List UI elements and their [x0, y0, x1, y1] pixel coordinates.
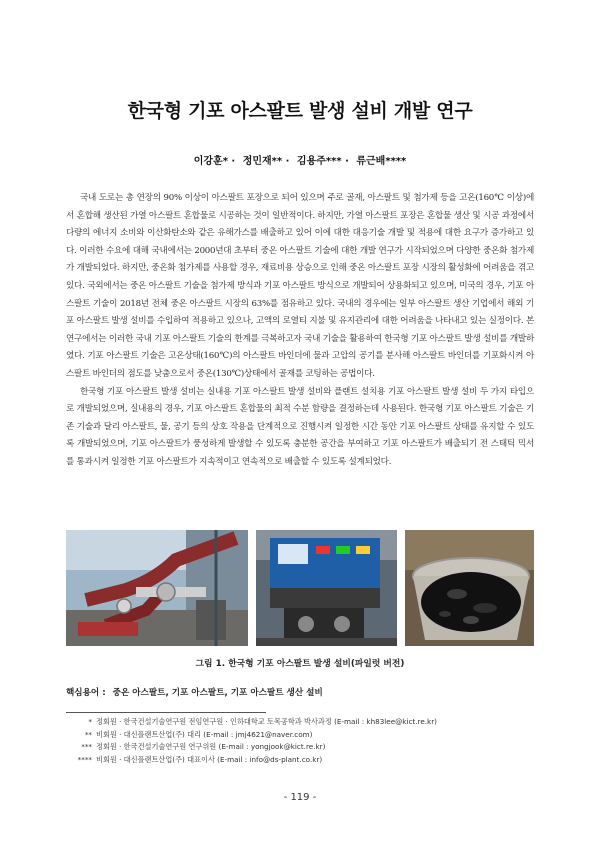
page-number: - 119 - [283, 792, 317, 803]
footnotes [66, 716, 534, 766]
footnote-mark: *** [81, 742, 92, 751]
footnote-mark: * [88, 717, 92, 726]
footnote-text: 정회원 · 한국건설기술연구원 전임연구원 · 인하대학교 토목공학과 박사과정 (E-mail : kh83lee@kict.re.kr) [96, 717, 437, 726]
keywords-text: 중온 아스팔트, 기포 아스팔트, 기포 아스팔트 생산 설비 [112, 688, 323, 698]
figure-1 [66, 530, 534, 646]
figure-photo-control-unit [256, 530, 397, 646]
abstract-paragraph-1: 국내 도로는 총 연장의 90% 이상이 아스팔트 포장으로 되어 있으며 주로 골재, 아스팔트 및 첨가제 등을 고온(160℃ 이상)에서 혼합해 생산된 가열 아스팔트 혼합물로 시공하는 것이 일반적이다. 하지만, 가열 아스팔트 포장은 혼합물 생산 및 시공 과정에서 다량의 에너지 소비와 이산화탄소와 같은 유해가스를 배출하고 있어 이에 대한 대응기술 개발 및 적용에 대한 요구가 증가하고 있다. 이러한 수요에 대해 국내에서는 2000년대 초부터 중온 아스팔트 기술에 대한 개발 연구가 시작되었으며 다양한 중온화 첨가제가 개발되었다. 하지만, 중온화 첨가제를 사용할 경우, 재료비용 상승으로 인해 중온 아스팔트 포장 시장의 활성화에 어려움을 겪고 있다. 국외에서는 중온 아스팔트 기술을 첨가제 방식과 기포 아스팔트 방식으로 개발되어 상용화되고 있으며, 미국의 경우, 기포 아스팔트 기술이 2018년 전체 중온 아스팔트 시장의 63%를 점유하고 있다. 국내의 경우에는 일부 아스팔트 생산 기업에서 해외 기포 아스팔트 발생 설비를 수입하여 적용하고 있으나, 고액의 로열티 지불 및 유지관리에 대한 어려움을 나타내고 있는 실정이다. 본 연구에서는 이러한 국내 기포 아스팔트 기술의 한계를 극복하고자 국내 기술을 활용하여 한국형 기포 아스팔트 발생 설비를 개발하였다. 기포 아스팔트 기술은 고온상태(160℃)의 아스팔트 바인더에 물과 고압의 공기를 분사해 아스팔트 바인더를 기포화시켜 아스팔트 바인더의 점도를 낮춤으로서 중온(130℃)상태에서 골재를 코팅하는 공법이다. [66, 193, 534, 379]
abstract-body [66, 190, 534, 472]
footnote-text: 비회원 · 대신플랜트산업(주) 대리 (E-mail : jmj4621@naver.com) [96, 729, 313, 739]
footnote-mark: **** [77, 754, 92, 764]
abstract-paragraph-2: 한국형 기포 아스팔트 발생 설비는 실내용 기포 아스팔트 발생 설비와 플랜트 설치용 기포 아스팔트 발생 설비 두 가지 타입으로 개발되었으며, 실내용의 경우, 기포 아스팔트 혼합물의 최적 수분 함량을 결정하는데 사용된다. 한국형 기포 아스팔트 기술은 기존 기술과 달리 아스팔트, 물, 공기 등의 상호 작용을 단계적으로 진행시켜 일정한 시간 동안 기포 아스팔트 상태를 유지할 수 있도록 개발되었으며, 기포 아스팔트가 풍성하게 발생할 수 있도록 충분한 공간을 부여하고 기포 아스팔트가 배출되기 전 스태틱 믹서를 통과시켜 일정한 기포 아스팔트가 지속적이고 연속적으로 배출할 수 있도록 설계되었다. [66, 386, 534, 467]
paper-title: 한국형 기포 아스팔트 발생 설비 개발 연구 [127, 100, 473, 122]
figure-caption: 그림 1. 한국형 기포 아스팔트 발생 설비(파일럿 버전) [195, 659, 405, 669]
footnote-text: 정회원 · 한국건설기술연구원 연구위원 (E-mail : yongjook@kict.re.kr) [96, 742, 326, 751]
keywords [66, 686, 534, 698]
footnote-mark: ** [84, 729, 92, 739]
footnote-1 [66, 716, 534, 729]
author-3: 김용주*** · [296, 156, 349, 167]
footnote-4 [66, 754, 534, 767]
keywords-label: 핵심용어 : [66, 688, 106, 698]
author-list [0, 152, 600, 167]
author-1: 이강훈* · [193, 156, 236, 167]
footnote-divider [66, 712, 266, 713]
figure-photo-pipe-assembly [66, 530, 248, 646]
author-4: 류근배**** [356, 156, 407, 167]
footnote-3 [66, 741, 534, 754]
figure-photo-foamed-asphalt [405, 530, 534, 646]
author-2: 정민재** · [242, 156, 290, 167]
footnote-text: 비회원 · 대신플랜트산업(주) 대표이사 (E-mail : info@ds-plant.co.kr) [96, 754, 323, 764]
footnote-2 [66, 729, 534, 742]
